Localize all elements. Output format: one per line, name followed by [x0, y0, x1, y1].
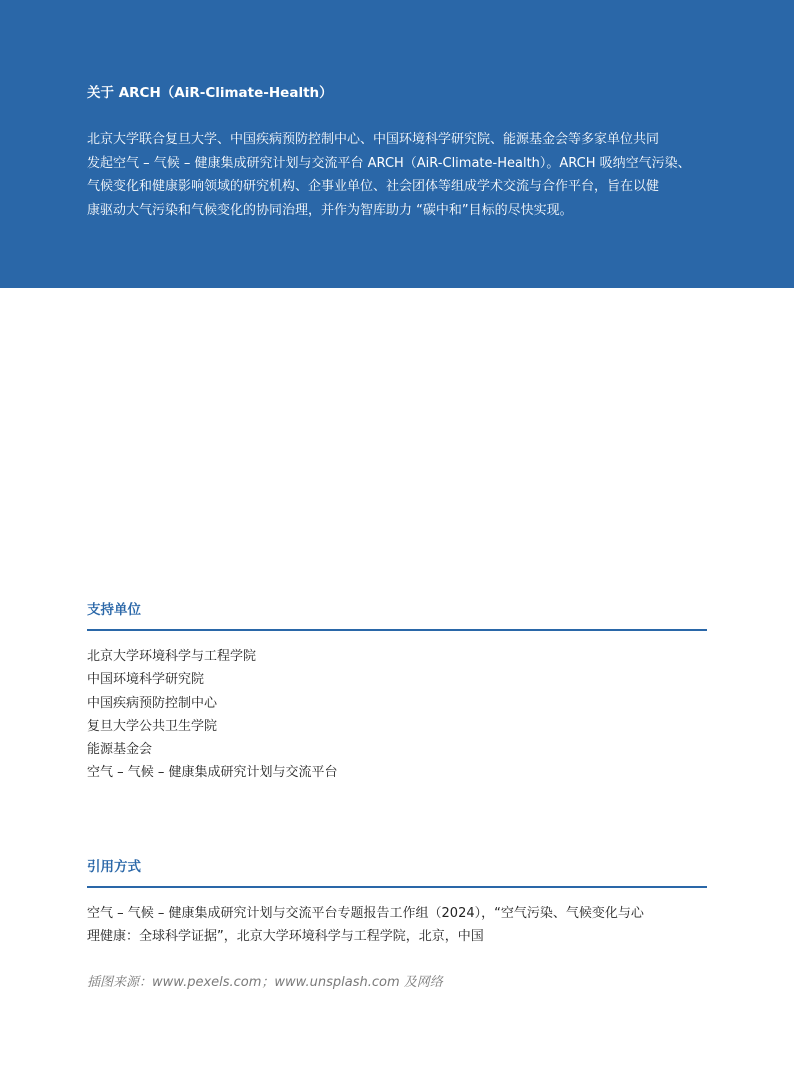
citation-line: 空气 – 气候 – 健康集成研究计划与交流平台专题报告工作组（2024），“空气污染、气候变化与心: [87, 906, 644, 921]
support-item: 中国环境科学研究院: [87, 672, 205, 688]
about-line: 康驱动大气污染和气候变化的协同治理，并作为智库助力 “碳中和”目标的尽快实现。: [87, 202, 573, 218]
support-item: 复旦大学公共卫生学院: [87, 718, 218, 734]
citation-text: [87, 902, 712, 948]
citation-divider: [87, 886, 707, 888]
support-divider: [87, 629, 707, 631]
about-title: 关于 ARCH（AiR-Climate-Health）: [87, 85, 333, 101]
about-panel: [0, 0, 794, 288]
citation-line: 理健康：全球科学证据”，北京大学环境科学与工程学院，北京，中国: [87, 929, 484, 944]
support-item: 中国疾病预防控制中心: [87, 695, 218, 711]
about-line: 发起空气 – 气候 – 健康集成研究计划与交流平台 ARCH（AiR-Climate-Health）。ARCH 吸纳空气污染、: [87, 155, 691, 171]
image-source-caption: 插图来源：www.pexels.com；www.unsplash.com 及网络: [87, 975, 443, 990]
about-line: 北京大学联合复旦大学、中国疾病预防控制中心、中国环境科学研究院、能源基金会等多家单位共同: [87, 132, 660, 147]
support-item: 空气 – 气候 – 健康集成研究计划与交流平台: [87, 765, 338, 781]
about-description: [87, 128, 709, 222]
about-line: 气候变化和健康影响领域的研究机构、企事业单位、社会团体等组成学术交流与合作平台，旨在以健: [87, 179, 660, 194]
support-heading: 支持单位: [87, 602, 141, 618]
support-item: 北京大学环境科学与工程学院: [87, 649, 257, 664]
support-list: [87, 645, 338, 785]
citation-heading: 引用方式: [87, 859, 141, 875]
support-item: 能源基金会: [87, 742, 153, 758]
